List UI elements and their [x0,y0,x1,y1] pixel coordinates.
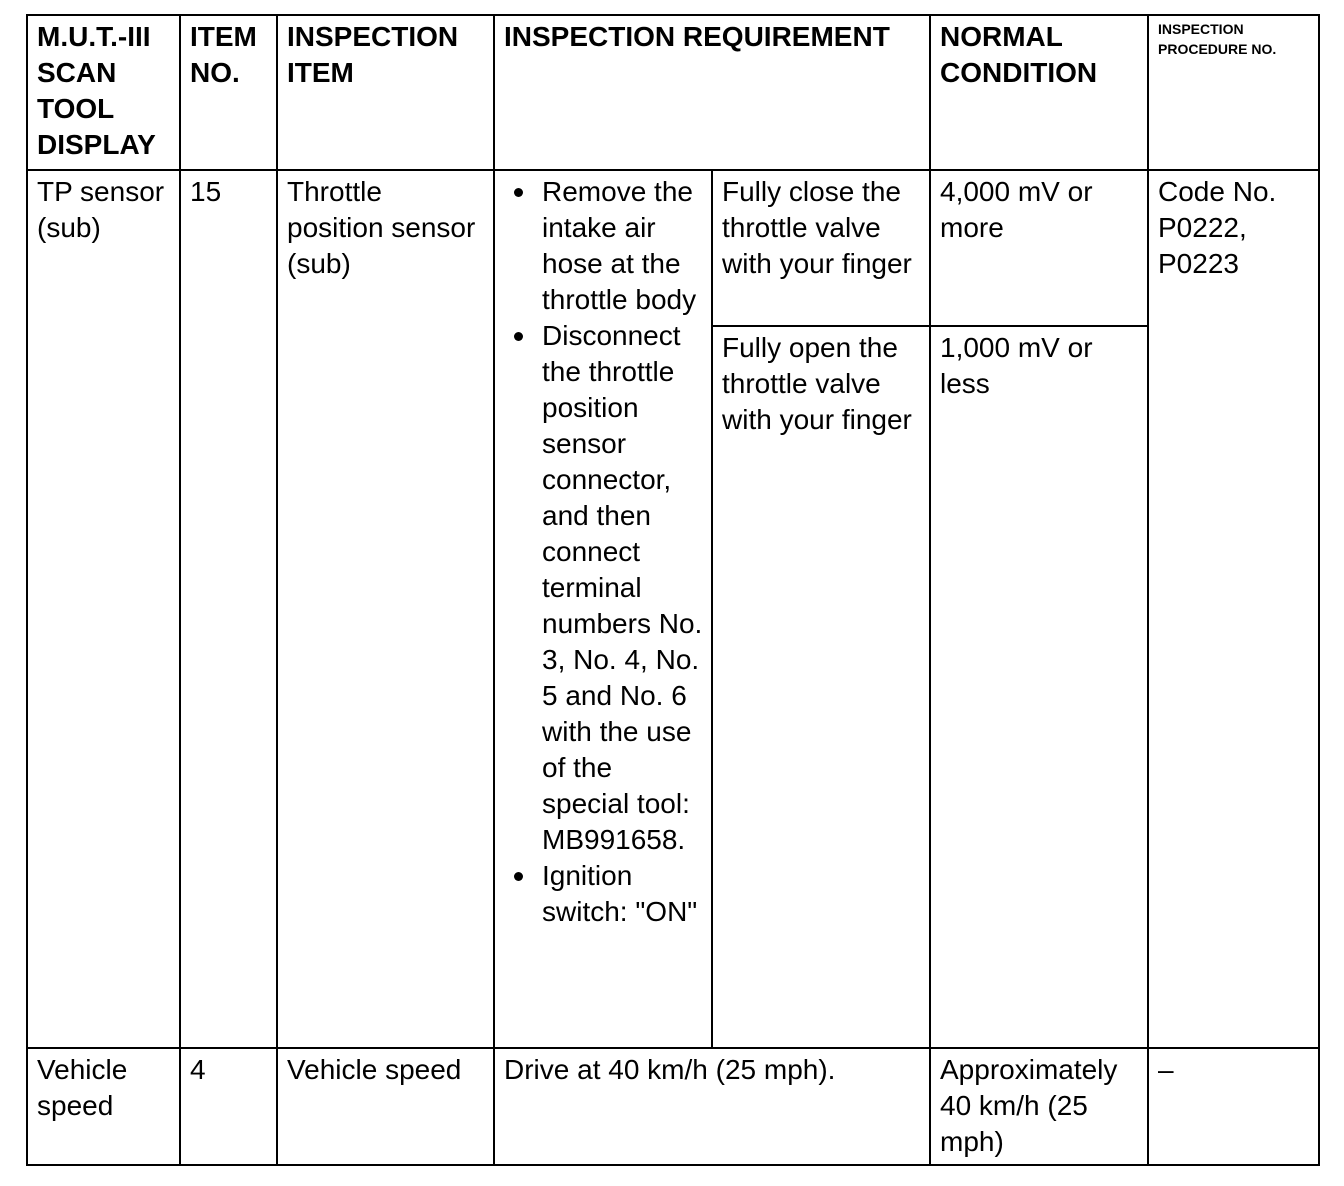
cell-normal-condition: 4,000 mV or more [930,170,1148,326]
cell-requirement-bullets [494,170,712,1048]
cell-condition-requirement: Fully close the throttle valve with your finger [712,170,930,326]
header-normal-condition: NORMAL CONDITION [930,15,1148,170]
cell-item-no: 15 [180,170,277,1048]
header-scan-tool-display: M.U.T.-III SCAN TOOL DISPLAY [27,15,180,170]
cell-procedure-no: Code No. P0222, P0223 [1148,170,1319,1048]
header-row [27,15,1319,170]
cell-requirement: Drive at 40 km/h (25 mph). [494,1048,930,1165]
inspection-table [26,14,1320,1166]
list-item [504,174,703,318]
table-row [27,1048,1319,1165]
cell-normal-condition: Approximately 40 km/h (25 mph) [930,1048,1148,1165]
requirement-bullet-list [504,174,703,930]
bullet-text: Ignition switch: "ON" [542,860,698,927]
bullet-text: Remove the intake air hose at the throttle body [542,176,697,315]
cell-inspection-item: Vehicle speed [277,1048,494,1165]
bullet-icon [514,188,523,197]
cell-normal-condition: 1,000 mV or less [930,326,1148,1048]
bullet-icon [514,332,523,341]
header-procedure-no: INSPECTION PROCEDURE NO. [1148,15,1319,170]
bullet-icon [514,872,523,881]
cell-display: TP sensor (sub) [27,170,180,1048]
table-row [27,170,1319,326]
list-item [504,318,703,858]
header-inspection-item: INSPECTION ITEM [277,15,494,170]
header-item-no: ITEM NO. [180,15,277,170]
cell-display: Vehicle speed [27,1048,180,1165]
cell-inspection-item: Throttle position sensor (sub) [277,170,494,1048]
cell-item-no: 4 [180,1048,277,1165]
cell-condition-requirement: Fully open the throttle valve with your finger [712,326,930,1048]
cell-procedure-no: – [1148,1048,1319,1165]
list-item [504,858,703,930]
bullet-text: Disconnect the throttle position sensor connector, and then connect terminal numbers No. 3, No. 4, No. 5 and No. 6 with the use of the special tool: MB991658. [542,320,703,855]
header-inspection-requirement: INSPECTION REQUIREMENT [494,15,930,170]
